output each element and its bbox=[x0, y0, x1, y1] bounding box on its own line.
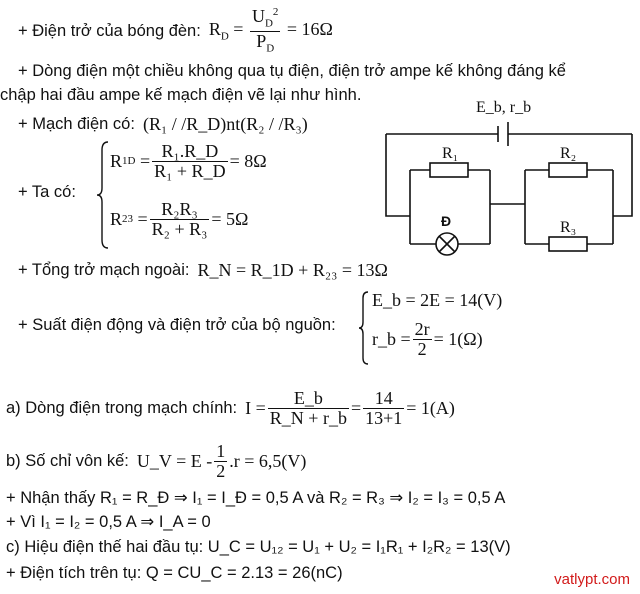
ud-sup: 2 bbox=[272, 6, 279, 19]
observation-line: + Nhận thấy R₁ = R_Đ ⇒ I₁ = I_Đ = 0,5 A và R₂ = R₃ ⇒ I₂ = I₃ = 0,5 A bbox=[6, 489, 506, 507]
circuit-structure-prefix: + Mạch điện có: bbox=[18, 115, 135, 133]
r23-formula: R 23 = $\frac{\text{R₂R₃}}{\text{R₂ + R₃}}$ = 5Ω bbox=[110, 199, 249, 239]
system-brace-1 bbox=[96, 140, 110, 250]
r23-denominator: R₂ + R₃ bbox=[151, 218, 208, 239]
total-resistance-line bbox=[18, 260, 388, 281]
i-lhs: I = bbox=[245, 397, 266, 418]
circuit-structure-line bbox=[18, 114, 308, 135]
i-fraction-1 bbox=[268, 389, 349, 428]
uv-value: .r = 6,5(V) bbox=[229, 450, 307, 471]
source-label: E_b, r_b bbox=[476, 99, 532, 116]
r1d-sub: 1D bbox=[122, 155, 136, 168]
r23-value: = 5Ω bbox=[211, 208, 249, 229]
main-current-formula: I = $\frac{E\_b}{R\_N + r\_b}$ = $\frac{14}{13+1}$ = 1(A) bbox=[245, 387, 455, 428]
r1d-symbol: R bbox=[110, 150, 123, 171]
pd-sub: D bbox=[266, 42, 275, 55]
total-resistance-prefix: + Tổng trở mạch ngoài: bbox=[18, 261, 190, 279]
i-value: = 1(A) bbox=[406, 397, 455, 418]
uv-lhs: U_V = E - bbox=[136, 450, 213, 471]
ud2-over-pd-fraction bbox=[250, 7, 280, 54]
voltmeter-line bbox=[6, 438, 306, 484]
lamp-resistance-formula: $R_D$ = $\frac{U_D^2}{P_D}$ = 16Ω bbox=[208, 6, 333, 55]
rd-sub: D bbox=[220, 30, 229, 43]
dc-note-line-2: chập hai đầu ampe kế mạch điện vẽ lại như hình. bbox=[0, 86, 362, 104]
r23-fraction bbox=[150, 200, 210, 239]
right-wire bbox=[613, 134, 632, 216]
pd-symbol: P bbox=[256, 30, 267, 51]
r23-sub: 23 bbox=[122, 213, 134, 226]
circuit-structure-formula: (R₁ / /R_D)nt(R₂ / /R₃) bbox=[142, 114, 308, 134]
circuit-diagram bbox=[380, 94, 638, 264]
i-numerator-1: E_b bbox=[268, 389, 349, 409]
watermark[interactable]: vatlypt.com bbox=[554, 571, 630, 588]
rb-fraction bbox=[413, 320, 432, 359]
i-denominator-1: R_N + r_b bbox=[269, 407, 347, 428]
uv-fraction bbox=[214, 442, 227, 481]
rb-value: = 1(Ω) bbox=[433, 328, 483, 349]
voltmeter-formula bbox=[137, 442, 306, 481]
rd-value: = 16Ω bbox=[286, 19, 333, 40]
lamp-label: Đ bbox=[441, 213, 452, 229]
ammeter-line: + Vì I₁ = I₂ = 0,5 A ⇒ I_A = 0 bbox=[6, 513, 211, 531]
dc-note-line-1: + Dòng điện một chiều không qua tụ điện, điện trở ampe kế không đáng kể bbox=[18, 62, 566, 80]
ud-sub: D bbox=[264, 17, 273, 30]
rb-lhs: r_b = bbox=[372, 328, 411, 349]
r1d-fraction bbox=[152, 142, 227, 181]
r23-numerator: R₂R₃ bbox=[150, 200, 210, 220]
i-denominator-2: 13+1 bbox=[365, 407, 403, 428]
i-fraction-2 bbox=[363, 389, 404, 428]
rb-formula bbox=[372, 320, 483, 359]
voltmeter-prefix: b) Số chỉ vôn kế: bbox=[6, 451, 129, 470]
main-current-prefix: a) Dòng điện trong mạch chính: bbox=[6, 398, 238, 417]
lamp-resistance-prefix: + Điện trở của bóng đèn: bbox=[18, 21, 201, 40]
r1d-value: = 8Ω bbox=[229, 150, 267, 171]
capacitor-voltage-line: c) Hiệu điện thế hai đầu tụ: U_C = U₁₂ = U₁ + U₂ = I₁R₁ + I₂R₂ = 13(V) bbox=[6, 538, 511, 556]
total-resistance-formula: R_N = R_1D + R₂₃ = 13Ω bbox=[197, 260, 388, 280]
r3-label: R₃ bbox=[560, 219, 577, 236]
eb-formula: E_b = 2E = 14(V) bbox=[372, 290, 503, 310]
rb-numerator: 2r bbox=[414, 319, 430, 339]
r1-label: R₁ bbox=[442, 145, 459, 162]
uv-numerator: 1 bbox=[216, 440, 226, 461]
lamp-resistance-line bbox=[18, 8, 333, 54]
r2-resistor bbox=[549, 163, 587, 177]
rd-symbol: R bbox=[208, 19, 221, 40]
r1d-numerator: R₁.R_D bbox=[152, 142, 227, 162]
system-brace-2 bbox=[358, 290, 370, 366]
main-current-line bbox=[6, 382, 455, 434]
r1-resistor bbox=[430, 163, 468, 177]
ta-co-prefix: + Ta có: bbox=[18, 183, 76, 201]
r3-resistor bbox=[549, 237, 587, 251]
left-wire bbox=[386, 134, 410, 216]
capacitor-charge-line: + Điện tích trên tụ: Q = CU_C = 2.13 = 26(nC) bbox=[6, 564, 343, 582]
source-params-prefix: + Suất điện động và điện trở của bộ nguồn: bbox=[18, 316, 336, 334]
ud-symbol: U bbox=[251, 6, 265, 27]
r1d-formula: R 1D = $\frac{\text{R₁.R\_D}}{\text{R₁ + R\_D}}$ = 8Ω bbox=[110, 141, 267, 181]
rb-denominator: 2 bbox=[417, 338, 427, 359]
i-numerator-2: 14 bbox=[363, 389, 404, 409]
r1d-denominator: R₁ + R_D bbox=[154, 160, 226, 181]
uv-denominator: 2 bbox=[216, 460, 226, 481]
r23-symbol: R bbox=[110, 208, 123, 229]
r2-label: R₂ bbox=[560, 145, 577, 162]
